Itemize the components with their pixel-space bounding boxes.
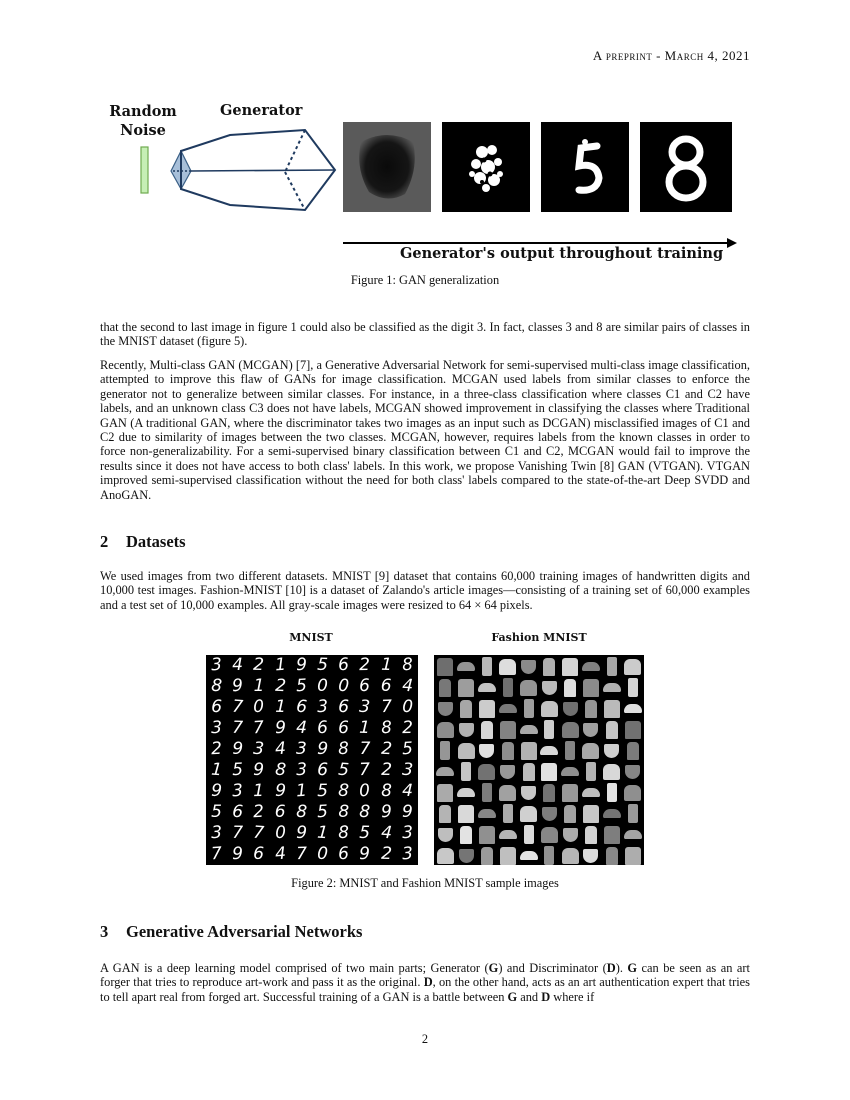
fashion-item [561,657,580,676]
noise-vector [141,147,148,193]
mnist-digit: 7 [252,822,266,844]
mnist-digit: 9 [401,802,413,822]
fashion-item [519,762,538,781]
fashion-item [478,678,497,697]
mnist-digit: 9 [380,801,393,823]
bold-symbol: G [627,961,638,975]
mnist-digit: 1 [274,696,286,718]
fashion-item [457,762,476,781]
fashion-item [478,720,497,739]
mnist-digit: 2 [401,717,413,739]
mnist-digit: 2 [380,843,392,865]
fashion-item [582,720,601,739]
section-2-paragraph: We used images from two different datasets. MNIST [9] dataset that contains 60,000 training images of handwritten digits and 10,000 test images. Fashion-MNIST [10] is a dataset of Zalando's article images—consisting of a training set of 60,000 examples and a test set of 10,000 examples. All gray-scale images were resized to 64 × 64 pixels. [100,569,750,612]
mnist-digit: 3 [253,738,265,760]
fashion-item [540,678,559,697]
mnist-digit: 3 [401,822,414,844]
fashion-item [582,678,601,697]
fashion-item [478,762,497,781]
fashion-item [498,720,517,739]
fashion-item [478,783,497,802]
mnist-digit: 5 [316,780,329,802]
mnist-digit: 7 [359,739,371,759]
mnist-digit: 3 [231,780,244,802]
fashion-item [436,657,455,676]
mnist-digit: 0 [316,843,329,865]
fashion-item [457,804,476,823]
mnist-digit: 0 [401,696,413,718]
mnist-digit: 8 [295,801,308,823]
text-run: ) and Discriminator ( [498,961,607,975]
fashion-item [519,825,538,844]
fashion-item [540,762,559,781]
mnist-digit: 8 [274,759,287,781]
mnist-digit: 5 [232,759,244,781]
fashion-item [478,825,497,844]
mnist-digit: 9 [295,822,307,844]
mnist-digit: 5 [401,738,414,760]
fashion-mnist-sample-grid [434,655,644,865]
fashion-item [519,741,538,760]
fashion-item [540,657,559,676]
mnist-digit: 7 [295,843,307,865]
mnist-digit: 2 [274,675,287,697]
fashion-item [582,657,601,676]
mnist-digit: 7 [380,696,392,718]
fashion-item [582,762,601,781]
fashion-item [457,699,476,718]
fashion-item [519,846,538,865]
section-2-heading [100,532,186,552]
fashion-item [436,783,455,802]
section-2-title: Datasets [126,532,186,551]
output-stage-4 [640,122,732,212]
mnist-digit: 9 [231,675,244,697]
mnist-digit: 7 [232,822,244,844]
mnist-digit: 5 [295,675,308,697]
fashion-item [561,741,580,760]
fashion-item [602,825,621,844]
mnist-digit: 3 [295,759,308,781]
mnist-digit: 3 [210,654,223,676]
mnist-digit: 6 [295,696,308,718]
mnist-digit: 9 [210,780,223,802]
fashion-item [561,846,580,865]
mnist-digit: 6 [274,802,286,822]
fashion-item [602,804,621,823]
bold-symbol: D [606,961,616,975]
fashion-item [498,804,517,823]
mnist-digit: 1 [274,654,287,676]
mnist-digit: 6 [211,696,223,718]
section-3-heading [100,922,362,942]
mnist-digit: 8 [338,780,350,802]
fashion-item [623,762,642,781]
text-run: , on the other hand, acts as an art authentication expert that tries to tell apart real from forged art. Successful training of a GAN is a battle between [100,975,750,1004]
mnist-digit: 1 [359,717,371,739]
fashion-item [457,783,476,802]
mnist-digit: 6 [359,675,371,697]
mnist-digit: 4 [380,822,393,844]
mnist-digit: 8 [210,675,223,697]
mnist-digit: 1 [253,676,265,696]
fashion-item [498,762,517,781]
mnist-digit: 4 [274,843,287,865]
mnist-digit: 8 [359,801,371,823]
mnist-digit: 1 [316,822,329,844]
text-run: ). [615,961,628,975]
fashion-item [602,720,621,739]
fashion-item [457,825,476,844]
figure-2-caption: Figure 2: MNIST and Fashion MNIST sample images [291,876,559,890]
fashion-item [478,657,497,676]
fashion-item [498,825,517,844]
mnist-digit: 7 [252,717,266,739]
fashion-item [582,783,601,802]
mnist-digit: 6 [317,759,329,781]
mnist-digit: 0 [274,822,286,844]
fashion-item [623,783,642,802]
fashion-item [540,741,559,760]
fashion-item [623,699,642,718]
bold-symbol: D [541,989,551,1004]
mnist-digit: 3 [401,843,414,865]
fashion-item [623,720,642,739]
mnist-digit: 3 [210,717,223,739]
mnist-label: MNIST [289,631,333,644]
fashion-item [540,783,559,802]
fashion-item [561,762,580,781]
mnist-digit: 7 [231,696,244,718]
fashion-item [582,699,601,718]
output-stage-2 [442,122,530,212]
fashion-item [561,783,580,802]
bold-symbol: D [423,975,433,990]
fashion-item [498,846,517,865]
fashion-item [498,741,517,760]
fashion-item [457,741,476,760]
fashion-item [478,804,497,823]
mnist-digit: 8 [380,717,393,739]
fashion-item [457,657,476,676]
mnist-digit: 9 [232,739,244,759]
fashion-item [623,741,642,760]
mnist-digit: 9 [232,843,244,865]
mnist-digit: 5 [359,822,371,844]
mnist-digit: 4 [401,780,414,802]
mnist-digit: 4 [401,675,414,697]
fashion-item [623,846,642,865]
fashion-item [602,846,621,865]
mnist-digit: 9 [359,843,371,865]
fashion-item [519,699,538,718]
fashion-item [498,657,517,676]
mnist-digit: 9 [274,780,286,802]
fashion-item [623,657,642,676]
fashion-item [519,720,538,739]
mnist-digit: 9 [253,759,265,781]
mnist-digit: 6 [380,676,392,696]
fashion-item [602,657,621,676]
fashion-item [478,741,497,760]
mnist-digit: 3 [401,759,414,781]
mnist-digit: 1 [253,780,265,802]
text-run: and [517,989,542,1004]
mnist-sample-grid [206,655,418,865]
fashion-item [436,720,455,739]
mnist-digit: 7 [232,717,244,739]
fashion-item [561,678,580,697]
mnist-digit: 8 [338,802,350,822]
figure-1-caption: Figure 1: GAN generalization [350,273,500,287]
mnist-digit: 1 [210,759,223,781]
fashion-item [436,804,455,823]
mnist-digit: 5 [316,654,329,676]
mnist-digit: 6 [337,654,350,676]
mnist-digit: 5 [211,802,222,822]
mnist-digit: 6 [231,801,244,823]
page-number: 2 [421,1032,429,1046]
fashion-item [478,699,497,718]
mnist-digit: 4 [232,654,244,676]
fashion-item [582,846,601,865]
mnist-digit: 8 [401,654,414,676]
mnist-digit: 9 [295,654,307,676]
fashion-item [519,678,538,697]
fashion-item [602,678,621,697]
mnist-digit: 2 [253,654,265,676]
mnist-digit: 3 [316,696,329,718]
fashion-item [519,783,538,802]
generator-diagram [135,120,350,220]
fashion-item [540,846,559,865]
random-noise-label: Random Noise [109,103,177,139]
mnist-digit: 0 [337,675,350,697]
mnist-digit: 9 [316,738,329,760]
fashion-item [436,825,455,844]
mnist-digit: 2 [359,654,371,676]
mnist-digit: 6 [316,717,329,739]
section-2-number: 2 [100,532,109,551]
mnist-digit: 2 [380,738,393,760]
mnist-digit: 0 [317,676,328,696]
text-run: where if [550,989,595,1004]
mnist-digit: 4 [295,717,308,739]
intro-paragraph-2: Recently, Multi-class GAN (MCGAN) [7], a Generative Adversarial Network for semi-supervised multi-class image classification, attempted to improve this flaw of GANs for image classification. MCGAN used labels from similar classes to enforce the generator not to generalize between similar classes. For instance, in a three-class classification where classes C1 and C2 have labels, and an unknown class C3 does not have labels, MCGAN showed improvement in classifying the classes where Traditional GAN (A traditional GAN, where the discriminator takes two images as an input such as DCGAN) misclassified images of C1 and C2 due to similarity of images between the two classes. MCGAN, however, requires labels from the known classes in order to force non-generalizability. For a semi-supervised binary classification between C1 and C2, MCGAN would fail to improve the results since it does not have access to both class' labels. In this work, we propose Vanishing Twin [8] GAN (VTGAN). VTGAN improved semi-supervised classification without the need for both class' labels compared to the state-of-the-art Deep SVDD and AnoGAN. [100,358,750,502]
fashion-item [582,825,601,844]
mnist-digit: 0 [253,696,265,718]
mnist-digit: 4 [274,738,287,760]
intro-paragraph-1: that the second to last image in figure 1 could also be classified as the digit 3. In fact, classes 3 and 8 are similar pairs of classes in the MNIST dataset (figure 5). [100,320,750,349]
fashion-item [498,699,517,718]
fashion-item [582,804,601,823]
mnist-digit: 5 [337,759,350,781]
mnist-digit: 9 [274,717,286,739]
fashion-item [457,846,476,865]
bold-symbol: G [488,961,499,975]
mnist-digit: 6 [337,843,350,865]
fashion-item [582,741,601,760]
fashion-item [478,846,497,865]
fashion-item [623,825,642,844]
fashion-item [540,804,559,823]
fashion-item [436,699,455,718]
fashion-item [457,720,476,739]
bold-symbol: G [507,989,518,1004]
mnist-digit: 2 [210,738,223,760]
fashion-item [602,699,621,718]
mnist-digit: 5 [316,801,329,823]
mnist-digit: 8 [338,822,350,844]
mnist-digit: 2 [253,801,265,823]
fashion-item [623,804,642,823]
fashion-item [602,762,621,781]
mnist-digit: 1 [380,654,392,676]
mnist-digit: 3 [295,739,307,759]
mnist-digit: 7 [359,759,371,781]
mnist-digit: 7 [210,843,223,865]
mnist-digit: 6 [338,696,350,718]
fashion-item [623,678,642,697]
section-3-number: 3 [100,922,109,941]
fashion-item [457,678,476,697]
fashion-item [540,720,559,739]
fashion-item [436,678,455,697]
fashion-item [540,825,559,844]
fashion-item [561,804,580,823]
running-header: A preprint - March 4, 2021 [592,48,750,63]
section-3-paragraph [100,961,750,1004]
fashion-item [540,699,559,718]
mnist-digit: 0 [358,780,372,802]
output-stage-3 [541,122,629,212]
mnist-digit: 1 [295,780,308,802]
mnist-digit: 3 [358,696,372,718]
mnist-digit: 8 [337,738,350,760]
fashion-item [436,741,455,760]
fashion-item [498,678,517,697]
fashion-item [561,720,580,739]
fashion-item [561,825,580,844]
fashion-item [519,804,538,823]
fashion-item [436,846,455,865]
section-3-title: Generative Adversarial Networks [126,922,363,941]
mnist-digit: 8 [380,780,392,802]
mnist-digit: 6 [253,843,265,865]
fashion-item [602,783,621,802]
training-arrow-label: Generator's output throughout training [400,245,724,262]
fashion-item [436,762,455,781]
text-run: A GAN is a deep learning model comprised of two main parts; Generator ( [100,961,489,975]
fashion-item [519,657,538,676]
fashion-item [602,741,621,760]
mnist-digit: 2 [380,759,392,781]
fashion-item [561,699,580,718]
output-stage-1 [343,122,431,212]
mnist-digit: 3 [210,822,223,844]
text-run: can be seen as an art forger that tries to reproduce art-work and pass it as the original. [100,961,750,990]
generator-label: Generator [220,102,303,119]
fashion-mnist-label: Fashion MNIST [491,631,587,644]
mnist-digit: 6 [338,717,350,739]
fashion-item [498,783,517,802]
